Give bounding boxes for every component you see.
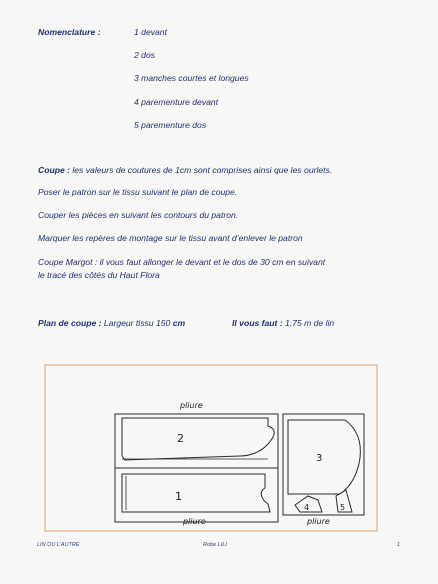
plan-label: Plan de coupe :	[38, 318, 102, 328]
nomenclature-item-4: 4 parementure devant	[134, 97, 219, 107]
piece-1-outline	[122, 474, 270, 512]
left-fold-block	[115, 414, 278, 522]
fold-label-bottom-left: pliure	[183, 517, 206, 526]
nomenclature-item-3: 3 manches courtes et longues	[134, 73, 249, 83]
margot-line-1: Coupe Margot : il vous faut allonger le devant et le dos de 30 cm en suivant	[38, 257, 326, 267]
fabric-need-label: Il vous faut :	[232, 318, 283, 328]
plan-width-unit: cm	[172, 318, 186, 328]
page-number: 1	[397, 542, 401, 548]
plan-width: Largeur tissu 150	[101, 318, 173, 328]
margot-line-2: le tracé des côtés du Haut Flora	[38, 270, 160, 280]
nomenclature-item-5: 5 parementure dos	[134, 120, 207, 130]
coupe-instruction-1: Poser le patron sur le tissu suivant le plan de coupe.	[38, 187, 238, 197]
piece-2-label: 2	[177, 432, 184, 445]
nomenclature-item-2: 2 dos	[134, 50, 156, 60]
coupe-instruction-3: Marquer les repères de montage sur le tissu avant d’enlever le patron	[38, 233, 303, 243]
fabric-need-value: 1,75 m de lin	[282, 318, 335, 328]
piece-4-label: 4	[304, 503, 310, 512]
piece-1-label: 1	[175, 490, 182, 503]
piece-3-outline	[288, 420, 360, 494]
piece-5-label: 5	[340, 503, 346, 512]
nomenclature-item-1: 1 devant	[134, 27, 167, 37]
right-fold-block	[283, 414, 364, 515]
coupe-label: Coupe :	[38, 165, 70, 175]
coupe-text: les valeurs de coutures de 1cm sont comprises ainsi que les ourlets.	[69, 165, 333, 175]
coupe-instruction-2: Couper les pièces en suivant les contours du patron.	[38, 210, 239, 220]
right-block-outline	[283, 414, 364, 515]
footer-title: Robe LILI	[203, 542, 227, 548]
piece-3-label: 3	[316, 453, 323, 464]
fold-label-top: pliure	[180, 401, 203, 410]
piece-2-outline	[122, 418, 274, 460]
footer-brand: LIN OU L’AUTRE	[37, 542, 80, 548]
fold-label-bottom-right: pliure	[307, 517, 330, 526]
nomenclature-label: Nomenclature :	[38, 27, 101, 37]
fabric-frame	[45, 365, 377, 531]
